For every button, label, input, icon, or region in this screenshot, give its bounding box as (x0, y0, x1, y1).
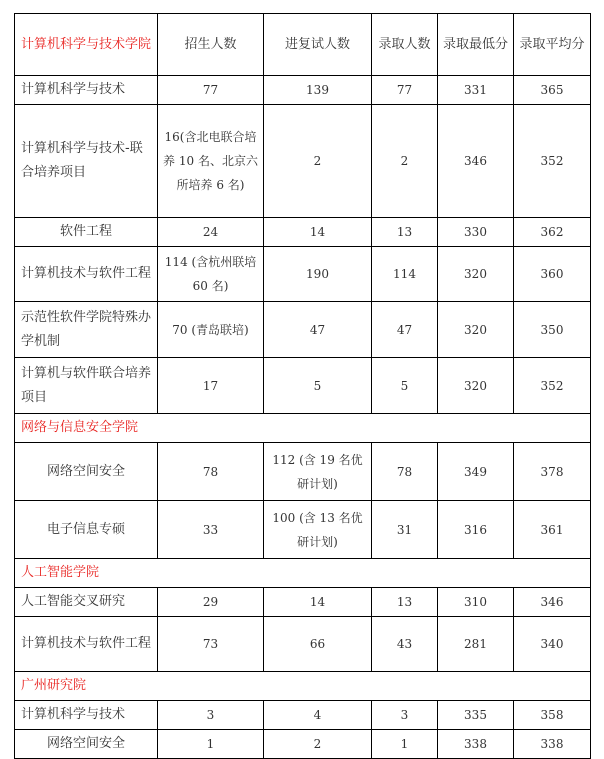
section-row (15, 672, 591, 701)
avg-score: 361 (514, 501, 591, 559)
section-title: 人工智能学院 (15, 559, 591, 588)
table-row (15, 588, 591, 617)
retest-count: 14 (264, 218, 372, 247)
admission-table (14, 13, 591, 759)
major-name: 计算机科学与技术-联合培养项目 (15, 105, 158, 218)
admit-count: 77 (372, 76, 438, 105)
min-score: 316 (438, 501, 514, 559)
retest-count: 2 (264, 730, 372, 759)
admit-count: 5 (372, 358, 438, 414)
table-row (15, 76, 591, 105)
table-row (15, 730, 591, 759)
admit-count: 31 (372, 501, 438, 559)
header-admit: 录取人数 (372, 14, 438, 76)
avg-score: 352 (514, 358, 591, 414)
major-name: 电子信息专硕 (15, 501, 158, 559)
retest-count: 190 (264, 247, 372, 302)
retest-count: 2 (264, 105, 372, 218)
admit-count: 47 (372, 302, 438, 358)
header-enroll: 招生人数 (158, 14, 264, 76)
min-score: 281 (438, 617, 514, 672)
table-row (15, 105, 591, 218)
table-row (15, 617, 591, 672)
admit-count: 2 (372, 105, 438, 218)
min-score: 349 (438, 443, 514, 501)
major-name: 计算机科学与技术 (15, 701, 158, 730)
avg-score: 360 (514, 247, 591, 302)
major-name: 计算机技术与软件工程 (15, 247, 158, 302)
min-score: 331 (438, 76, 514, 105)
enroll-count: 70 (青岛联培) (158, 302, 264, 358)
min-score: 338 (438, 730, 514, 759)
retest-count: 14 (264, 588, 372, 617)
major-name: 网络空间安全 (15, 730, 158, 759)
avg-score: 378 (514, 443, 591, 501)
enroll-count: 3 (158, 701, 264, 730)
retest-count: 100 (含 13 名优研计划) (264, 501, 372, 559)
enroll-count: 33 (158, 501, 264, 559)
avg-score: 340 (514, 617, 591, 672)
enroll-count: 77 (158, 76, 264, 105)
min-score: 320 (438, 247, 514, 302)
admit-count: 78 (372, 443, 438, 501)
header-min-score: 录取最低分 (438, 14, 514, 76)
table-row (15, 358, 591, 414)
avg-score: 362 (514, 218, 591, 247)
table-row (15, 302, 591, 358)
min-score: 346 (438, 105, 514, 218)
major-name: 软件工程 (15, 218, 158, 247)
retest-count: 4 (264, 701, 372, 730)
table-row (15, 501, 591, 559)
header-retest: 进复试人数 (264, 14, 372, 76)
avg-score: 350 (514, 302, 591, 358)
table-row (15, 247, 591, 302)
avg-score: 352 (514, 105, 591, 218)
section-title: 网络与信息安全学院 (15, 414, 591, 443)
avg-score: 346 (514, 588, 591, 617)
major-name: 计算机科学与技术 (15, 76, 158, 105)
section-row (15, 559, 591, 588)
major-name: 网络空间安全 (15, 443, 158, 501)
major-name: 计算机技术与软件工程 (15, 617, 158, 672)
retest-count: 47 (264, 302, 372, 358)
admit-count: 13 (372, 218, 438, 247)
avg-score: 338 (514, 730, 591, 759)
avg-score: 358 (514, 701, 591, 730)
admit-count: 1 (372, 730, 438, 759)
min-score: 335 (438, 701, 514, 730)
major-name: 示范性软件学院特殊办学机制 (15, 302, 158, 358)
enroll-count: 24 (158, 218, 264, 247)
header-row (15, 14, 591, 76)
section-row (15, 414, 591, 443)
admit-count: 13 (372, 588, 438, 617)
enroll-count: 78 (158, 443, 264, 501)
retest-count: 66 (264, 617, 372, 672)
major-name: 人工智能交叉研究 (15, 588, 158, 617)
section-title: 广州研究院 (15, 672, 591, 701)
header-avg-score: 录取平均分 (514, 14, 591, 76)
enroll-count: 114 (含杭州联培 60 名) (158, 247, 264, 302)
admit-count: 43 (372, 617, 438, 672)
enroll-count: 29 (158, 588, 264, 617)
avg-score: 365 (514, 76, 591, 105)
table-row (15, 443, 591, 501)
enroll-count: 73 (158, 617, 264, 672)
min-score: 330 (438, 218, 514, 247)
major-name: 计算机与软件联合培养项目 (15, 358, 158, 414)
min-score: 320 (438, 302, 514, 358)
retest-count: 112 (含 19 名优研计划) (264, 443, 372, 501)
retest-count: 5 (264, 358, 372, 414)
min-score: 310 (438, 588, 514, 617)
table-row (15, 218, 591, 247)
enroll-count: 16(含北电联合培养 10 名、北京六所培养 6 名) (158, 105, 264, 218)
enroll-count: 17 (158, 358, 264, 414)
table-row (15, 701, 591, 730)
header-college: 计算机科学与技术学院 (15, 14, 158, 76)
min-score: 320 (438, 358, 514, 414)
admit-count: 114 (372, 247, 438, 302)
enroll-count: 1 (158, 730, 264, 759)
admit-count: 3 (372, 701, 438, 730)
retest-count: 139 (264, 76, 372, 105)
